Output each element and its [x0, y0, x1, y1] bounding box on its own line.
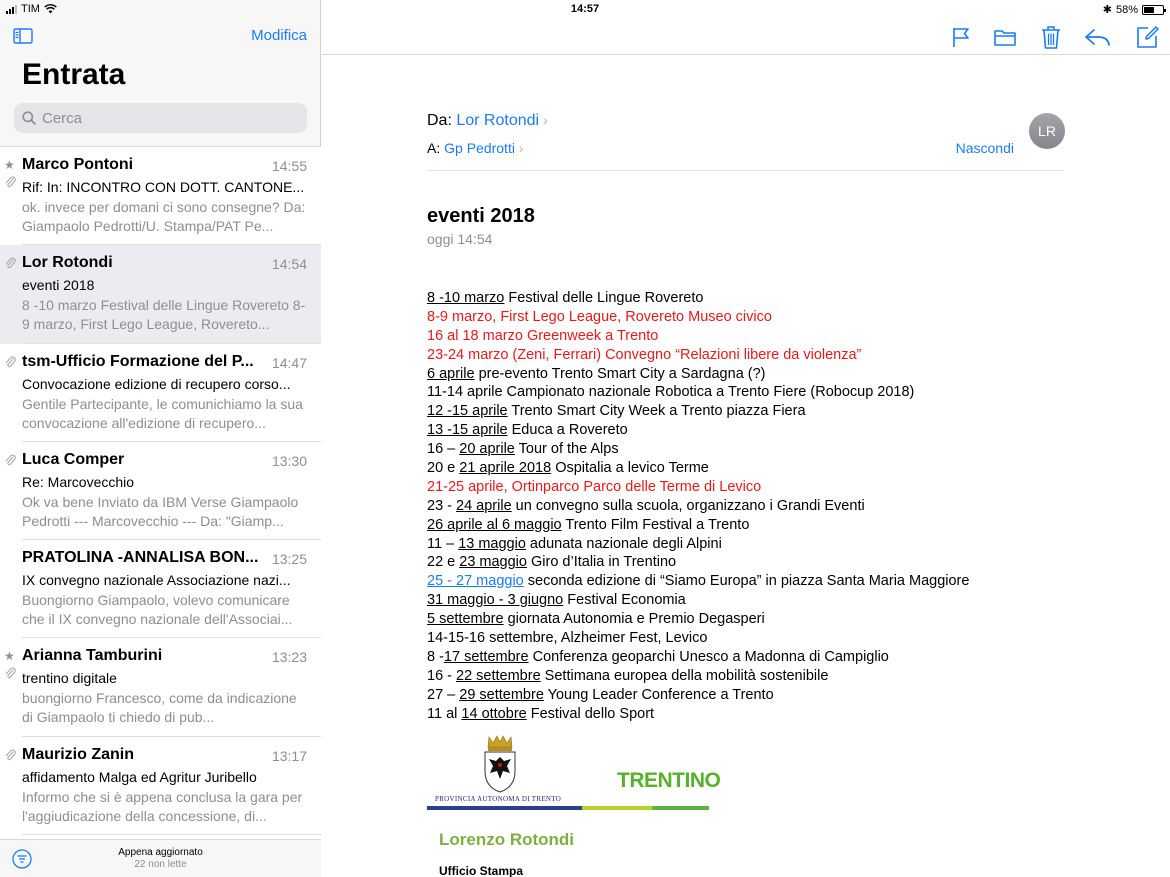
message-subject: eventi 2018 — [427, 205, 535, 227]
star-icon: ★ — [4, 649, 15, 664]
event-prefix: 16 - — [427, 667, 457, 684]
event-line — [427, 610, 1147, 629]
message-time: 13:23 — [271, 649, 307, 666]
event-date: 29 settembre — [459, 686, 544, 703]
event-text: Festival delle Lingue Rovereto — [504, 290, 704, 306]
message-sender: Lor Rotondi — [22, 254, 113, 272]
unread-count: 22 non lette — [134, 859, 187, 870]
message-subject-line: affidamento Malga ed Agritur Juribello — [22, 768, 257, 785]
brand-stripe — [427, 806, 709, 810]
status-right — [1103, 3, 1164, 16]
event-text: Festival Economia — [563, 592, 686, 609]
message-subject-line: eventi 2018 — [22, 277, 95, 294]
list-item[interactable] — [0, 737, 321, 835]
message-date: oggi 14:54 — [427, 231, 493, 247]
event-text: Trento Film Festival a Trento — [561, 516, 750, 533]
from-line — [427, 112, 548, 130]
sidebar-header — [0, 20, 321, 60]
event-line — [427, 648, 1147, 667]
event-text: seconda edizione di “Siamo Europa” in piazza Santa Maria Maggiore — [523, 573, 970, 590]
event-text: Conferenza geoparchi Unesco a Madonna di Campiglio — [528, 648, 889, 665]
event-date: 6 aprile — [427, 365, 475, 382]
event-text: Tour of the Alps — [514, 441, 619, 458]
message-sender: Marco Pontoni — [22, 156, 134, 173]
message-preview: buongiorno Francesco, come da indicazione di Giampaolo ti chiedo di pub... — [22, 690, 297, 726]
list-item[interactable] — [0, 245, 321, 343]
carrier-label: TIM — [21, 3, 40, 15]
event-text: 8-9 marzo, First Lego League, Rovereto Museo civico — [427, 308, 772, 325]
trash-icon[interactable] — [1038, 24, 1064, 50]
event-line — [427, 478, 1147, 497]
clock: 14:57 — [570, 3, 600, 15]
battery-icon — [1142, 5, 1164, 15]
event-prefix: 11 – — [427, 535, 459, 552]
attachment-icon — [4, 454, 16, 466]
list-item[interactable] — [0, 638, 321, 736]
list-item[interactable] — [0, 540, 321, 638]
event-date: 23 maggio — [459, 554, 527, 571]
event-text: Educa a Rovereto — [507, 422, 628, 439]
chevron-right-icon: › — [514, 140, 524, 156]
event-line — [427, 440, 1147, 459]
event-prefix: 23 - — [427, 497, 457, 514]
message-time: 13:17 — [271, 747, 307, 764]
event-date: 24 aprile — [456, 497, 512, 514]
message-sender: Maurizio Zanin — [22, 745, 134, 763]
message-preview: Ok va bene Inviato da IBM Verse Giampaolo Pedrotti --- Marcovecchio --- Da: "Giamp... — [22, 493, 299, 529]
attachment-icon — [4, 667, 16, 679]
message-body — [427, 289, 1147, 723]
event-prefix: 27 – — [427, 686, 460, 703]
message-subject-line: Rif: In: INCONTRO CON DOTT. CANTONE... — [22, 179, 305, 195]
province-crest-icon — [481, 735, 519, 793]
event-line — [427, 421, 1147, 440]
to-label: A: — [427, 140, 441, 156]
event-line — [427, 516, 1147, 535]
signature-logos — [427, 733, 721, 813]
chevron-right-icon: › — [539, 112, 548, 128]
event-date: 14 ottobre — [461, 705, 527, 722]
event-text: Festival dello Sport — [526, 705, 655, 722]
message-subject-line: IX convegno nazionale Associazione nazi... — [22, 572, 291, 589]
list-item[interactable] — [0, 442, 321, 540]
event-date: 31 maggio - 3 giugno — [427, 592, 564, 609]
message-time: 14:54 — [271, 256, 307, 273]
signature-name: Lorenzo Rotondi — [439, 830, 575, 849]
event-date: 13 maggio — [458, 535, 526, 552]
message-subject-line: Re: Marcovecchio — [22, 473, 135, 490]
event-text: Giro d’Italia in Trentino — [526, 554, 677, 571]
event-date: 17 settembre — [443, 648, 529, 665]
to-recipient[interactable]: Gp Pedrotti — [444, 140, 515, 156]
status-bar — [0, 0, 1170, 20]
event-prefix: 20 e — [427, 460, 460, 477]
event-text: Settimana europea della mobilità sostenibile — [540, 667, 829, 684]
event-line — [427, 289, 1147, 308]
battery-percent: 58% — [1115, 3, 1138, 16]
event-line — [427, 686, 1147, 705]
province-logo-text: PROVINCIA AUTONOMA DI TRENTO — [435, 795, 562, 803]
attachment-icon — [4, 356, 16, 368]
message-sender: Arianna Tamburini — [22, 647, 163, 665]
event-line — [427, 365, 1147, 384]
from-sender[interactable]: Lor Rotondi — [456, 112, 540, 129]
event-line — [427, 629, 1147, 648]
event-date[interactable]: 25 - 27 maggio — [427, 573, 524, 590]
event-line — [427, 497, 1147, 516]
event-prefix: 8 - — [427, 648, 444, 665]
message-toolbar — [322, 20, 1170, 55]
event-text: pre-evento Trento Smart City a Sardagna (?) — [474, 365, 766, 382]
event-text: Ospitalia a levico Terme — [551, 460, 709, 477]
hide-details-button[interactable]: Nascondi — [955, 140, 1014, 156]
message-sender: Luca Comper — [22, 450, 125, 468]
message-sender: tsm-Ufficio Formazione del P... — [22, 352, 254, 370]
sidebar-footer — [0, 839, 321, 877]
attachment-icon — [4, 749, 16, 761]
bluetooth-icon: ✱ — [1102, 4, 1112, 16]
message-time: 13:25 — [271, 551, 307, 568]
mailbox-sidebar — [0, 0, 321, 877]
search-field[interactable] — [14, 103, 307, 133]
attachment-icon — [4, 257, 16, 269]
to-line — [427, 140, 524, 156]
reply-icon[interactable] — [1082, 24, 1112, 50]
trentino-logo — [617, 769, 720, 793]
message-subject-line: trentino digitale — [22, 670, 117, 687]
event-date: 26 aprile al 6 maggio — [427, 516, 562, 533]
event-text: 11-14 aprile Campionato nazionale Robotica a Trento Fiere (Robocup 2018) — [427, 384, 915, 401]
mailbox-title: Entrata — [22, 58, 126, 91]
event-line — [427, 591, 1147, 610]
event-date: 13 -15 aprile — [427, 422, 508, 439]
message-preview: Buongiorno Giampaolo, volevo comunicare che il IX convegno nazionale dell'Associai... — [22, 592, 293, 628]
event-date: 21 aprile 2018 — [459, 460, 552, 477]
message-time: 14:55 — [271, 158, 307, 174]
event-line — [427, 667, 1147, 686]
event-text: 16 al 18 marzo Greenweek a Trento — [427, 327, 659, 344]
event-line — [427, 327, 1147, 346]
event-date: 12 -15 aprile — [427, 403, 508, 420]
sidebar-toggle-icon[interactable] — [13, 28, 33, 44]
event-text: Trento Smart City Week a Trento piazza Fiera — [507, 403, 806, 420]
message-preview: Informo che si è appena conclusa la gara per l'aggiudicazione della concessione, di... — [22, 788, 303, 824]
update-status: Appena aggiornato — [118, 847, 203, 858]
avatar: LR — [1029, 113, 1065, 149]
event-date: 5 settembre — [427, 611, 504, 628]
message-list — [0, 147, 321, 839]
flag-icon[interactable] — [948, 24, 974, 50]
event-line — [427, 308, 1147, 327]
edit-button[interactable]: Modifica — [251, 27, 307, 44]
trentino-logo-text: TRENTINO — [617, 769, 721, 792]
attachment-icon — [4, 176, 16, 188]
event-prefix: 16 – — [427, 441, 460, 458]
message-sender: PRATOLINA -ANNALISA BON... — [22, 549, 259, 567]
event-text: Young Leader Conference a Trento — [543, 686, 774, 703]
signature-office: Ufficio Stampa — [439, 864, 524, 877]
folder-icon[interactable] — [992, 24, 1018, 50]
event-date: 20 aprile — [459, 441, 515, 458]
event-text: un convegno sulla scuola, organizzano i Grandi Eventi — [511, 497, 865, 514]
event-line — [427, 535, 1147, 554]
message-preview: Gentile Partecipante, le comunichiamo la sua convocazione all'edizione di recupero... — [22, 395, 303, 431]
list-item[interactable] — [0, 344, 321, 442]
divider — [427, 170, 1064, 171]
event-prefix: 22 e — [427, 554, 460, 571]
message-time: 13:30 — [271, 452, 307, 469]
from-label: Da: — [427, 112, 452, 129]
event-text: 23-24 marzo (Zeni, Ferrari) Convegno “Relazioni libere da violenza” — [427, 346, 862, 363]
star-icon: ★ — [4, 158, 15, 172]
search-icon — [22, 111, 36, 125]
event-line — [427, 459, 1147, 478]
divider — [22, 834, 321, 835]
event-prefix: 11 al — [427, 705, 462, 722]
compose-icon[interactable] — [1134, 24, 1160, 50]
list-item[interactable] — [0, 147, 321, 245]
message-detail — [322, 0, 1170, 877]
message-subject-line: Convocazione edizione di recupero corso... — [22, 375, 291, 392]
event-line — [427, 705, 1147, 724]
event-line — [427, 383, 1147, 402]
event-date: 22 settembre — [456, 667, 541, 684]
event-text: giornata Autonomia e Premio Degasperi — [503, 611, 765, 628]
event-line — [427, 402, 1147, 421]
event-date: 8 -10 marzo — [427, 290, 505, 306]
event-text: adunata nazionale degli Alpini — [525, 535, 722, 552]
event-line — [427, 346, 1147, 365]
event-line[interactable] — [427, 572, 1147, 591]
event-text: 14-15-16 settembre, Alzheimer Fest, Levico — [427, 630, 708, 647]
message-time: 14:47 — [271, 354, 307, 371]
event-line — [427, 553, 1147, 572]
event-text: 21-25 aprile, Ortinparco Parco delle Terme di Levico — [427, 478, 762, 495]
message-preview: ok. invece per domani ci sono consegne? Da: Giampaolo Pedrotti/U. Stampa/PAT Pe... — [22, 199, 306, 234]
message-preview: 8 -10 marzo Festival delle Lingue Rovereto 8-9 marzo, First Lego League, Rovereto... — [22, 297, 306, 333]
search-placeholder: Cerca — [42, 109, 83, 127]
